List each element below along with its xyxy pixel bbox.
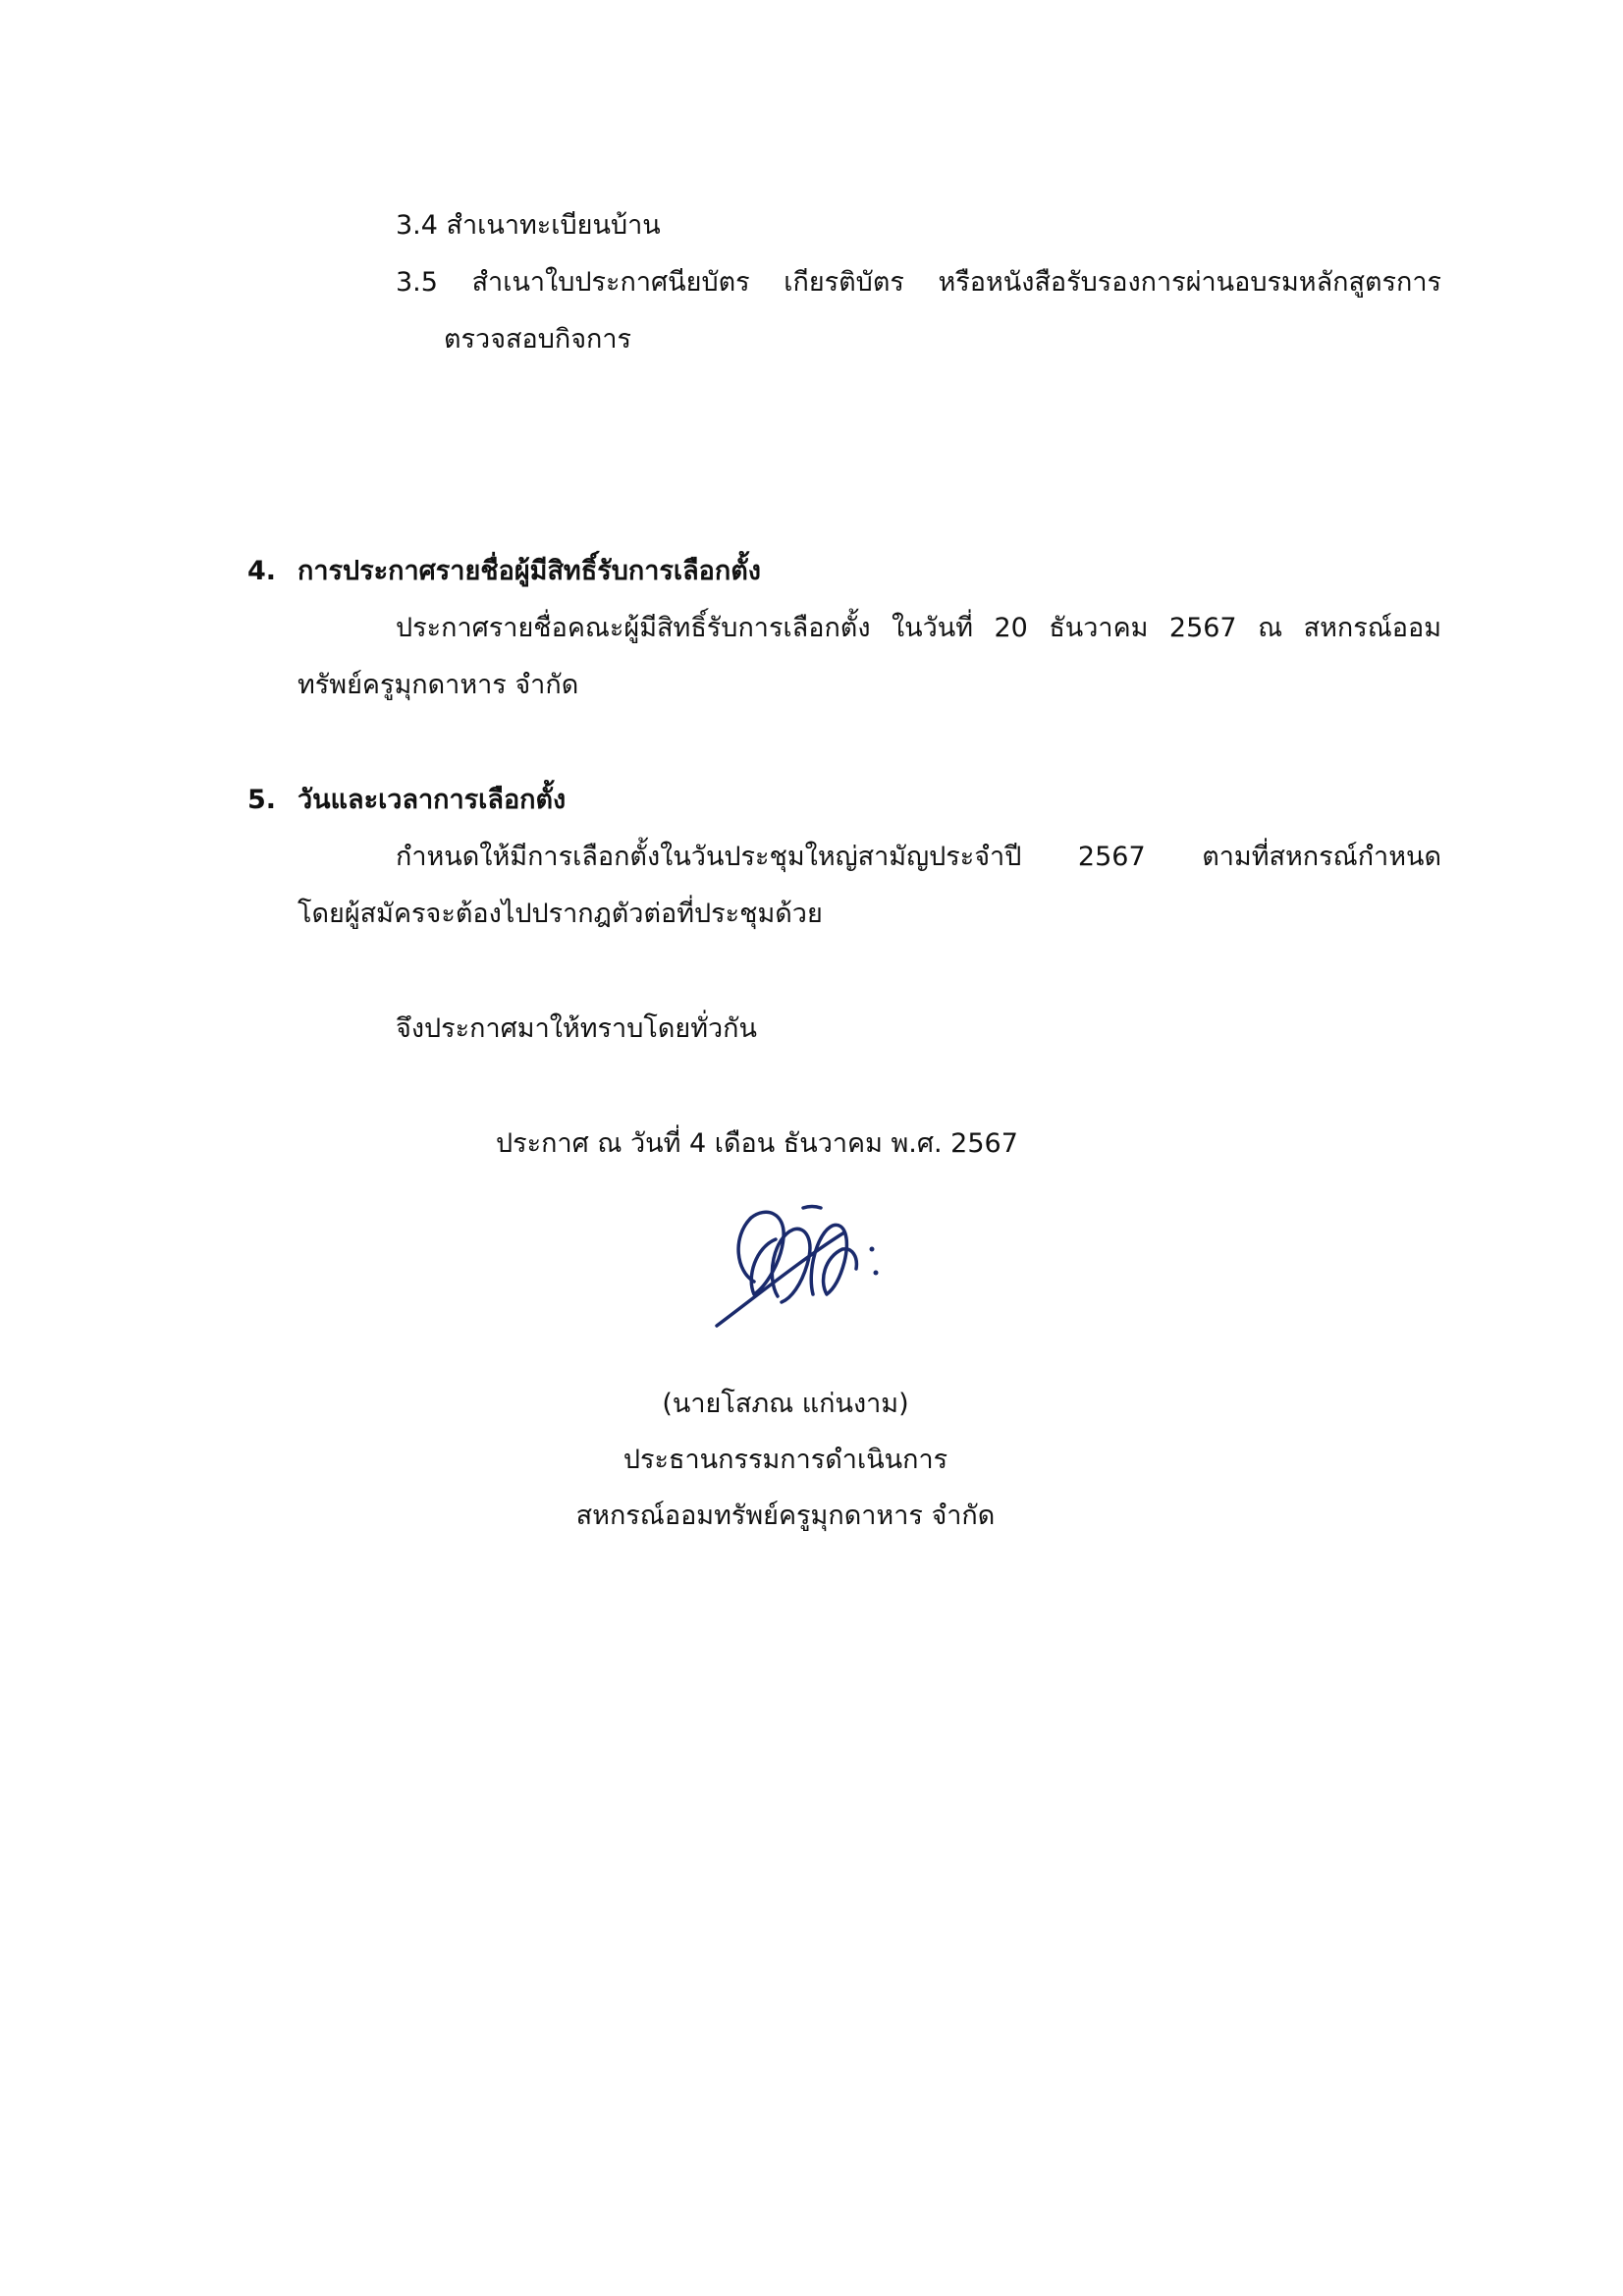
closing-announcement: จึงประกาศมาให้ทราบโดยทั่วกัน [396, 1013, 757, 1044]
signatory-position: ประธานกรรมการดำเนินการ [622, 1445, 948, 1475]
item-3-5-line1: 3.5 สำเนาใบประกาศนียบัตร เกียรติบัตร หรือหนังสือรับรองการผ่านอบรมหลักสูตรการ [396, 267, 1441, 298]
item-3-4: 3.4 สำเนาทะเบียนบ้าน [396, 210, 661, 241]
signatory-organization: สหกรณ์ออมทรัพย์ครูมุกดาหาร จำกัด [575, 1501, 996, 1531]
section-4-title: การประกาศรายชื่อผู้มีสิทธิ์รับการเลือกตั้ง [298, 556, 761, 586]
section-5-body-line2: โดยผู้สมัครจะต้องไปปรากฎตัวต่อที่ประชุมด้วย [298, 899, 823, 929]
announcement-date: ประกาศ ณ วันที่ 4 เดือน ธันวาคม พ.ศ. 2567 [496, 1128, 1018, 1159]
section-4-body-line2: ทรัพย์ครูมุกดาหาร จำกัด [298, 670, 579, 700]
section-4-number: 4. [247, 556, 277, 586]
signatory-name: (นายโสภณ แก่นงาม) [662, 1389, 909, 1419]
section-5-number: 5. [247, 785, 277, 815]
section-5-title: วันและเวลาการเลือกตั้ง [298, 785, 567, 815]
item-3-5-line2: ตรวจสอบกิจการ [444, 324, 632, 355]
section-4-body-line1: ประกาศรายชื่อคณะผู้มีสิทธิ์รับการเลือกตั้ง ในวันที่ 20 ธันวาคม 2567 ณ สหกรณ์ออม [396, 613, 1441, 643]
section-5-body-line1: กำหนดให้มีการเลือกตั้งในวันประชุมใหญ่สามัญประจำปี 2567 ตามที่สหกรณ์กำหนด [396, 842, 1441, 872]
handwritten-signature [697, 1178, 933, 1336]
